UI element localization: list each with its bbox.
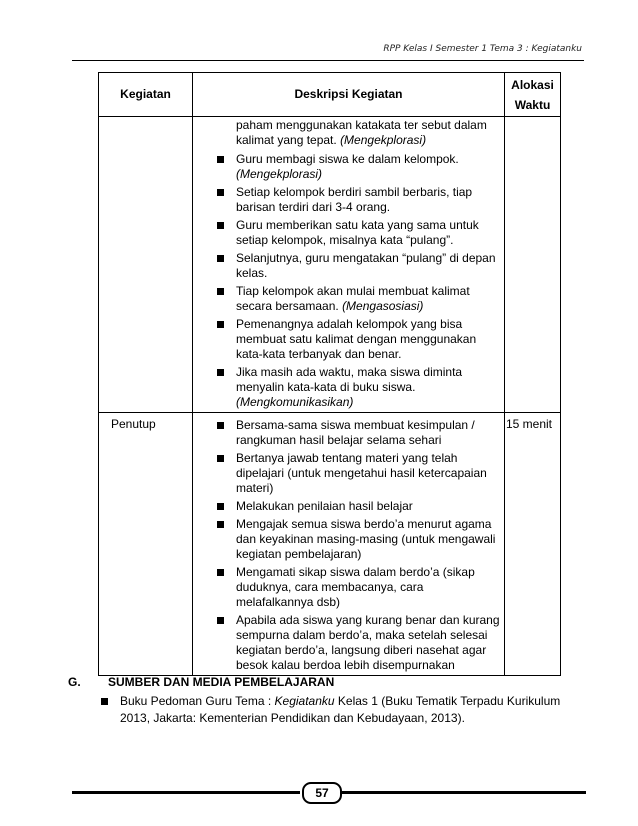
header-alokasi: Alokasi xyxy=(511,78,554,92)
square-bullet-icon xyxy=(217,156,224,163)
list-item xyxy=(216,152,502,182)
section-title: SUMBER DAN MEDIA PEMBELAJARAN xyxy=(108,675,335,689)
item-text: Melakukan penilaian hasil belajar xyxy=(236,499,413,513)
item-text: Setiap kelompok berdiri sambil berbaris, tiap barisan terdiri dari 3-4 orang. xyxy=(236,185,473,214)
item-text: Selanjutnya, guru mengatakan “pulang” di depan kelas. xyxy=(236,251,496,280)
penutup-list xyxy=(213,418,502,673)
continued-text xyxy=(213,118,502,148)
item-text: Tiap kelompok akan mulai membuat kalimat secara bersamaan. xyxy=(236,284,470,313)
item-text: Mengajak semua siswa berdo’a menurut agama dan keyakinan masing-masing (untuk mengawali kegiatan pembelajaran) xyxy=(236,517,496,561)
item-text: Bersama-sama siswa membuat kesimpulan / rangkuman hasil belajar selama sehari xyxy=(236,418,475,447)
list-item xyxy=(216,365,502,410)
list-item xyxy=(216,565,502,610)
list-item xyxy=(216,613,502,673)
list-item xyxy=(216,499,502,514)
continued-list xyxy=(213,152,502,410)
square-bullet-icon xyxy=(217,321,224,328)
header-alokasi-waktu xyxy=(505,73,561,117)
item-text: Jika masih ada waktu, maka siswa diminta menyalin kata-kata di buku siswa. xyxy=(236,365,463,394)
item-text: Bertanya jawab tentang materi yang telah dipelajari (untuk mengetahui hasil ketercapaian materi) xyxy=(236,451,487,495)
square-bullet-icon xyxy=(217,288,224,295)
item-text: Guru memberikan satu kata yang sama untuk setiap kelompok, misalnya kata “pulang”. xyxy=(236,218,479,247)
square-bullet-icon xyxy=(217,255,224,262)
continued-line-2: kalimat yang tepat. xyxy=(236,133,341,147)
list-item xyxy=(216,418,502,448)
activity-tag: (Mengkomunikasikan) xyxy=(236,395,354,409)
description-cell-penutup xyxy=(193,413,505,676)
list-item xyxy=(216,251,502,281)
source-item xyxy=(68,693,568,727)
page-number: 57 xyxy=(302,782,342,804)
square-bullet-icon xyxy=(217,569,224,576)
kegiatan-penutup: Penutup xyxy=(99,413,193,676)
item-text: Pemenangnya adalah kelompok yang bisa membuat satu kalimat dengan menggunakan kata-kata terbanyak dan benar. xyxy=(236,317,477,361)
square-bullet-icon xyxy=(217,503,224,510)
kegiatan-cell-empty xyxy=(99,117,193,413)
waktu-penutup: 15 menit xyxy=(505,413,561,676)
table-row-penutup xyxy=(99,413,561,676)
item-text: Mengamati sikap siswa dalam berdo’a (sikap duduknya, cara membacanya, cara melafalkannya dsb) xyxy=(236,565,475,609)
item-text: Guru membagi siswa ke dalam kelompok. xyxy=(236,152,459,166)
activity-tag: (Mengekplorasi) xyxy=(236,167,323,181)
section-g-heading xyxy=(68,674,568,691)
list-item xyxy=(216,218,502,248)
activity-table xyxy=(98,72,561,676)
list-item xyxy=(216,451,502,496)
activity-tag: (Mengasosiasi) xyxy=(342,299,424,313)
source-suffix: Kelas 1 (Buku Tematik Terpadu Kurikulum 2013, Jakarta: Kementerian Pendidikan dan Kebudayaan, 2013). xyxy=(120,694,561,725)
list-item xyxy=(216,317,502,362)
footer-rule-right xyxy=(342,791,586,794)
header-deskripsi: Deskripsi Kegiatan xyxy=(193,73,505,117)
square-bullet-icon xyxy=(217,369,224,376)
square-bullet-icon xyxy=(217,521,224,528)
section-g xyxy=(68,674,568,727)
source-title: Kegiatanku xyxy=(274,694,335,708)
square-bullet-icon xyxy=(101,698,108,705)
square-bullet-icon xyxy=(217,189,224,196)
section-letter: G. xyxy=(68,675,81,689)
continued-tag: (Mengekplorasi) xyxy=(340,133,427,147)
table-header-row xyxy=(99,73,561,117)
footer-rule-left xyxy=(72,791,300,794)
square-bullet-icon xyxy=(217,617,224,624)
running-header: RPP Kelas I Semester 1 Tema 3 : Kegiatanku xyxy=(383,44,582,54)
list-item xyxy=(216,517,502,562)
description-cell xyxy=(193,117,505,413)
header-rule xyxy=(72,60,584,61)
header-kegiatan: Kegiatan xyxy=(99,73,193,117)
item-text: Apabila ada siswa yang kurang benar dan kurang sempurna dalam berdo’a, maka setelah selesai kegiatan berdo’a, langsung diberi nasehat agar besok kalau berdoa lebih disempurnakan xyxy=(236,613,500,672)
continued-line-1: paham menggunakan katakata ter sebut dalam xyxy=(236,118,487,132)
list-item xyxy=(216,284,502,314)
square-bullet-icon xyxy=(217,455,224,462)
square-bullet-icon xyxy=(217,422,224,429)
square-bullet-icon xyxy=(217,222,224,229)
waktu-cell-empty xyxy=(505,117,561,413)
list-item xyxy=(216,185,502,215)
table-row-continued xyxy=(99,117,561,413)
header-waktu: Waktu xyxy=(514,98,551,112)
source-prefix: Buku Pedoman Guru Tema : xyxy=(120,694,275,708)
